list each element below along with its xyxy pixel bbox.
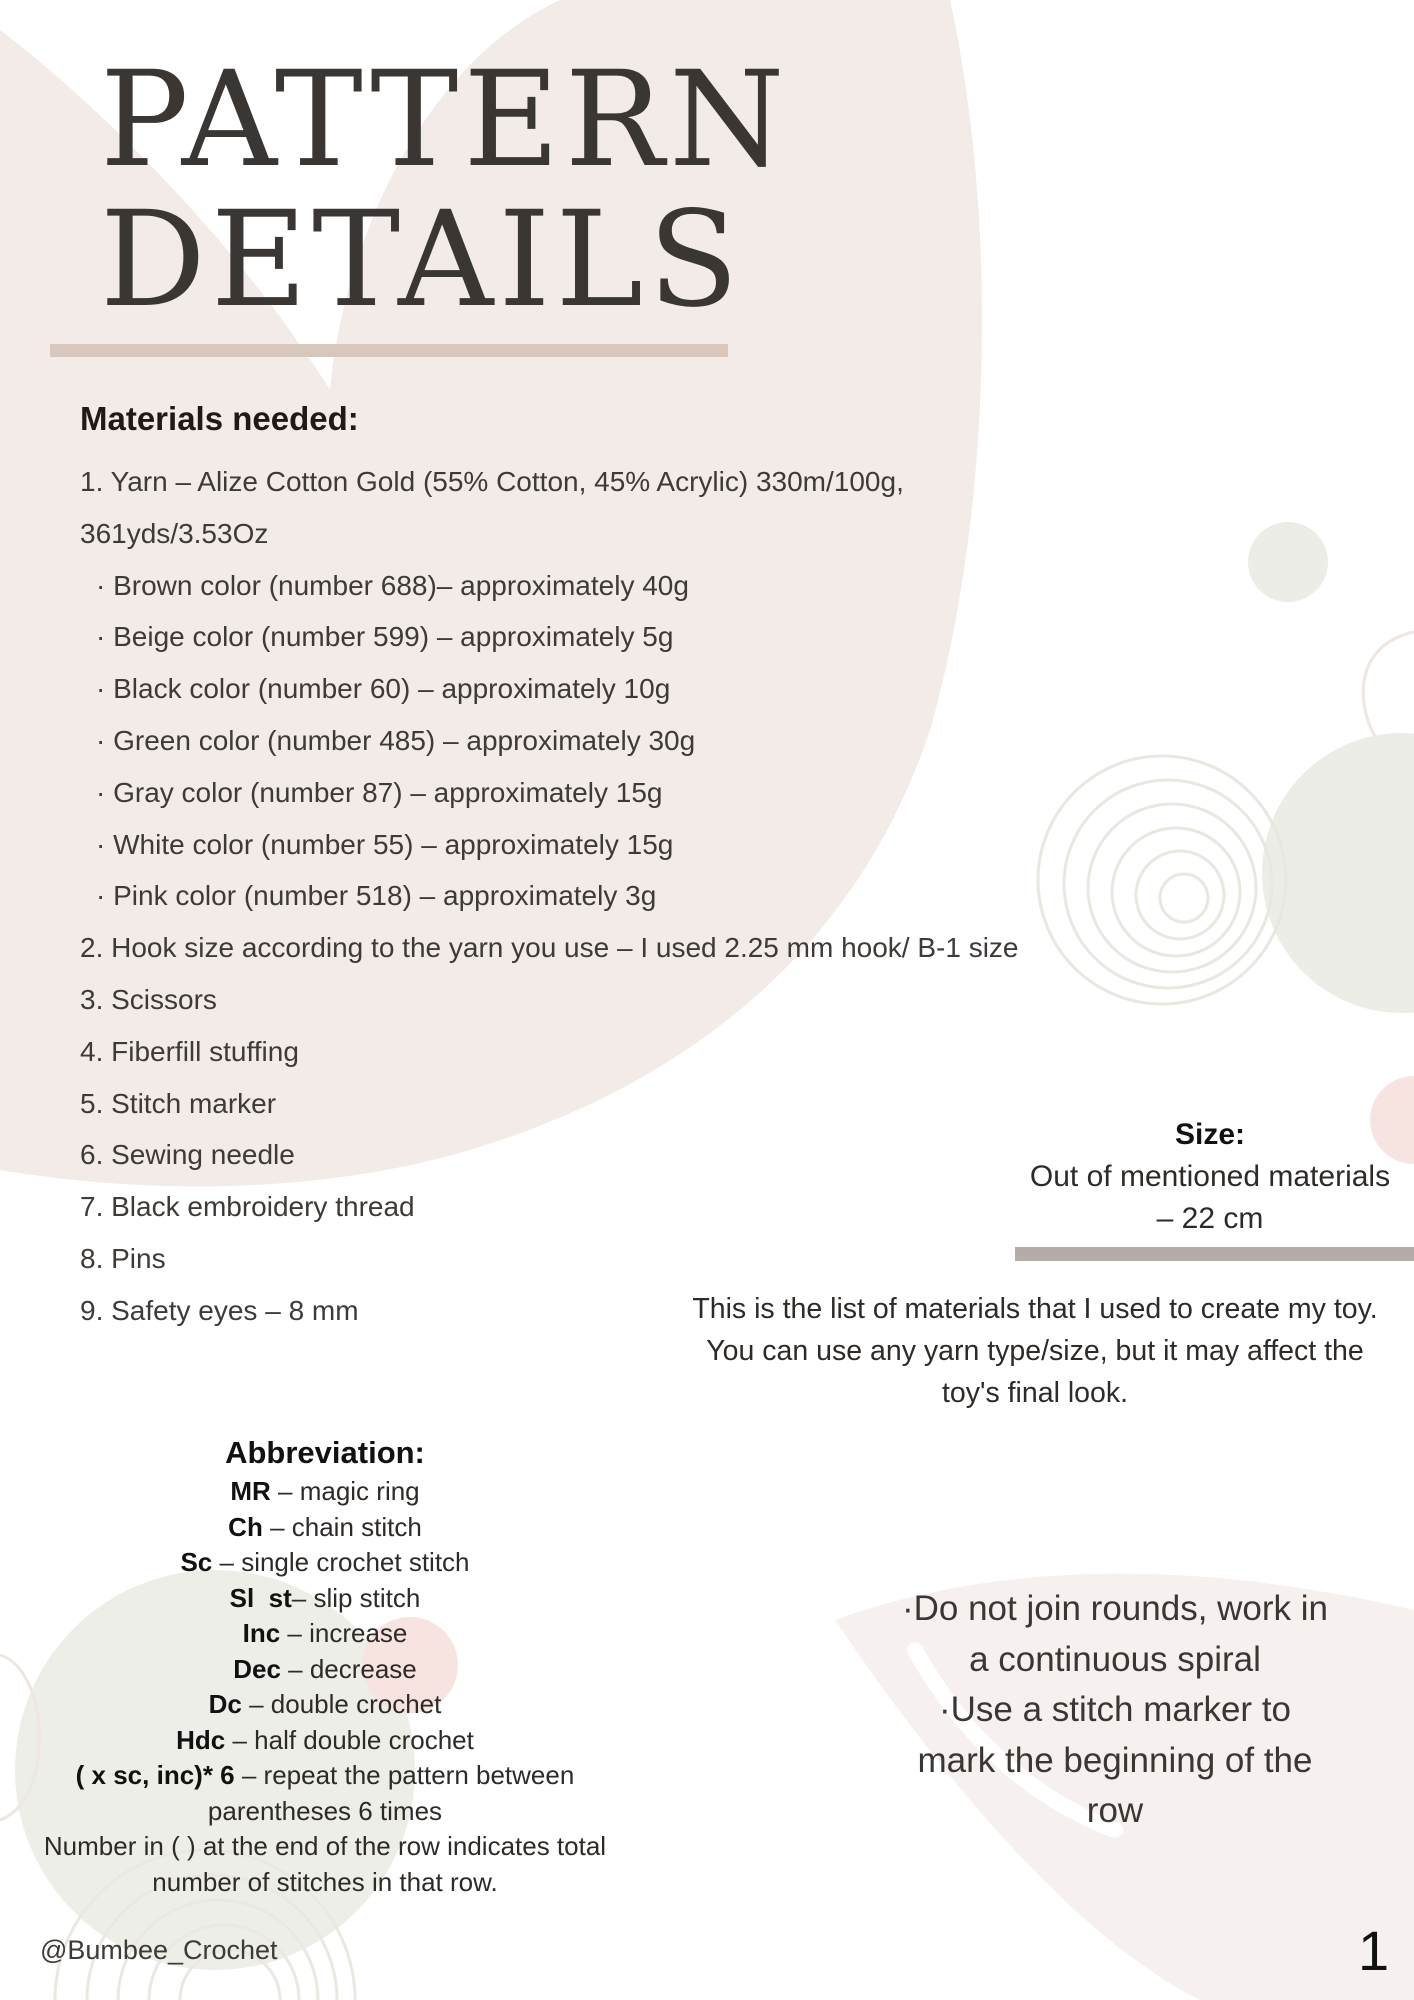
tip-line: ·Use a stitch marker to [938,1690,1292,1729]
yarn-color-item: · Green color (number 485) – approximately 30g [96,724,696,756]
abbreviation-desc: – increase [280,1618,408,1648]
abbreviation-desc: – repeat the pattern between [234,1760,575,1790]
abbreviation-item [20,1652,630,1688]
abbreviation-term: MR [230,1476,271,1506]
crochet-tips [840,1584,1390,1837]
note-line: You can use any yarn type/size, but it may affect the [706,1335,1364,1367]
material-item: 1. Yarn – Alize Cotton Gold (55% Cotton, 45% Acrylic) 330m/100g, [80,466,904,497]
abbreviation-heading: Abbreviation: [225,1435,425,1470]
yarn-color-item: · Gray color (number 87) – approximately 15g [96,776,663,808]
size-line: Out of mentioned materials [1029,1160,1391,1193]
tip-line: mark the beginning of the [917,1740,1313,1780]
title-line-1: PATTERN [100,43,790,197]
yarn-color-item: · Brown color (number 688)– approximately 40g [96,569,689,601]
abbreviation-desc: – single crochet stitch [212,1547,470,1577]
size-section [1010,1114,1410,1240]
materials-note [660,1288,1410,1414]
abbreviation-term: Ch [228,1511,263,1542]
material-item: 6. Sewing needle [80,1139,295,1171]
yarn-color-item: · Black color (number 60) – approximately 10g [96,673,671,705]
page-number: 1 [1358,1919,1390,1982]
abbreviation-desc: – double crochet [241,1689,442,1719]
material-item: 8. Pins [80,1242,166,1274]
note-line: toy's final look. [941,1377,1129,1409]
sage-dot [1248,522,1328,602]
abbreviation-term: Hdc [176,1724,226,1755]
material-item: 9. Safety eyes – 8 mm [80,1294,359,1326]
abbreviation-item [20,1723,630,1759]
abbreviation-footer-line: number of stitches in that row. [152,1866,498,1897]
author-handle: @Bumbee_Crochet [40,1935,278,1965]
abbreviation-item [20,1581,630,1617]
material-item: 2. Hook size according to the yarn you use – I used 2.25 mm hook/ B-1 size [80,932,1019,964]
materials-heading: Materials needed: [80,400,359,437]
abbreviation-term: ( x sc, inc)* 6 [75,1760,235,1790]
abbreviation-term: Dec [233,1653,281,1684]
abbreviation-desc: – chain stitch [262,1511,422,1542]
tip-line: ·Do not join rounds, work in [901,1589,1329,1628]
size-heading: Size: [1174,1118,1246,1151]
abbreviation-item [20,1687,630,1723]
abbreviation-item [20,1616,630,1652]
material-item: 4. Fiberfill stuffing [80,1035,299,1067]
abbreviation-desc-continued: parentheses 6 times [207,1795,443,1826]
material-item: 361yds/3.53Oz [80,517,269,549]
materials-list [80,456,1130,1337]
abbreviation-desc: – decrease [280,1653,417,1684]
material-item: 3. Scissors [80,983,217,1015]
yarn-color-item: · Beige color (number 599) – approximately 5g [96,621,674,653]
abbreviation-term: Sl st [229,1582,292,1613]
yarn-color-item: · White color (number 55) – approximately 15g [96,828,674,860]
yarn-color-item: · Pink color (number 518) – approximately 3g [96,880,657,912]
title-underline [50,344,728,357]
abbreviation-item [20,1510,630,1546]
size-line: – 22 cm [1156,1202,1264,1235]
size-divider [1015,1247,1414,1261]
abbreviation-section [20,1432,630,1900]
abbreviation-item [20,1758,630,1794]
page-title [100,43,790,337]
note-line: This is the list of materials that I used to create my toy. [692,1293,1378,1325]
abbreviation-desc: – half double crochet [225,1724,474,1755]
material-item: 7. Black embroidery thread [80,1191,415,1223]
abbreviation-item [20,1474,630,1510]
abbreviation-desc: – magic ring [270,1476,420,1506]
abbreviation-term: Inc [242,1618,281,1648]
material-item: 5. Stitch marker [80,1087,277,1119]
tip-line: a continuous spiral [969,1639,1261,1679]
abbreviation-item [20,1545,630,1581]
tip-line: row [1086,1791,1144,1830]
abbreviation-term: Dc [208,1689,242,1719]
abbreviation-term: Sc [180,1547,213,1577]
abbreviation-desc: – slip stitch [291,1582,421,1613]
abbreviation-footer-line: Number in ( ) at the end of the row indicates total [43,1831,607,1861]
title-line-2: DETAILS [100,183,744,337]
